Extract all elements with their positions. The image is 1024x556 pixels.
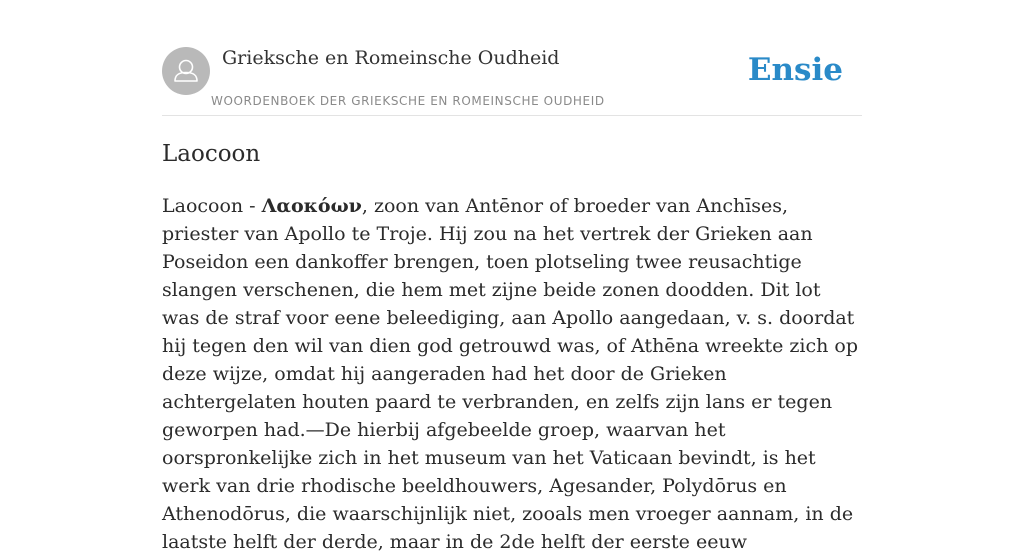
entry-text: , zoon van Antēnor of broeder van Anchīses, priester van Apollo te Troje. Hij zou na het vertrek der Grieken aan Poseidon een dankoffer brengen, toen plotseling twee reusachtige slangen verschenen, die hem met zijne beide zonen doodden. Dit lot was de straf voor eene beleediging, aan Apollo aangedaan, v. s. doordat hij tegen den wil van dien god getrouwd was, of Athēna wreekte zich op deze wijze, omdat hij aangeraden had het door de Grieken achtergelaten houten paard te verbranden, en zelfs zijn lans er tegen geworpen had.—De hierbij afgebeelde groep, waarvan het oorspronkelijke zich in het museum van het Vaticaan bevindt, is het werk van drie rhodische beeldhouwers, Agesander, Polydōrus en Athenodōrus, die waarschijnlijk niet, zooals men vroeger aannam, in de laatste helft der derde, maar in de 2de helft der eerste eeuw: [162, 195, 859, 553]
greek-term: Λαοκόων: [261, 195, 362, 217]
entry-body: [162, 192, 862, 556]
entry-lead: Laocoon -: [162, 195, 262, 217]
source-header: [162, 0, 862, 116]
entry-title: Laocoon: [162, 141, 261, 167]
user-avatar-icon[interactable]: [162, 47, 210, 95]
source-subtitle: WOORDENBOEK DER GRIEKSCHE EN ROMEINSCHE OUDHEID: [211, 94, 605, 108]
page-container: [162, 0, 862, 553]
ensie-logo-link[interactable]: Ensie: [747, 52, 843, 88]
avatar-silhouette: [162, 47, 210, 95]
source-title-link[interactable]: Grieksche en Romeinsche Oudheid: [222, 47, 560, 69]
